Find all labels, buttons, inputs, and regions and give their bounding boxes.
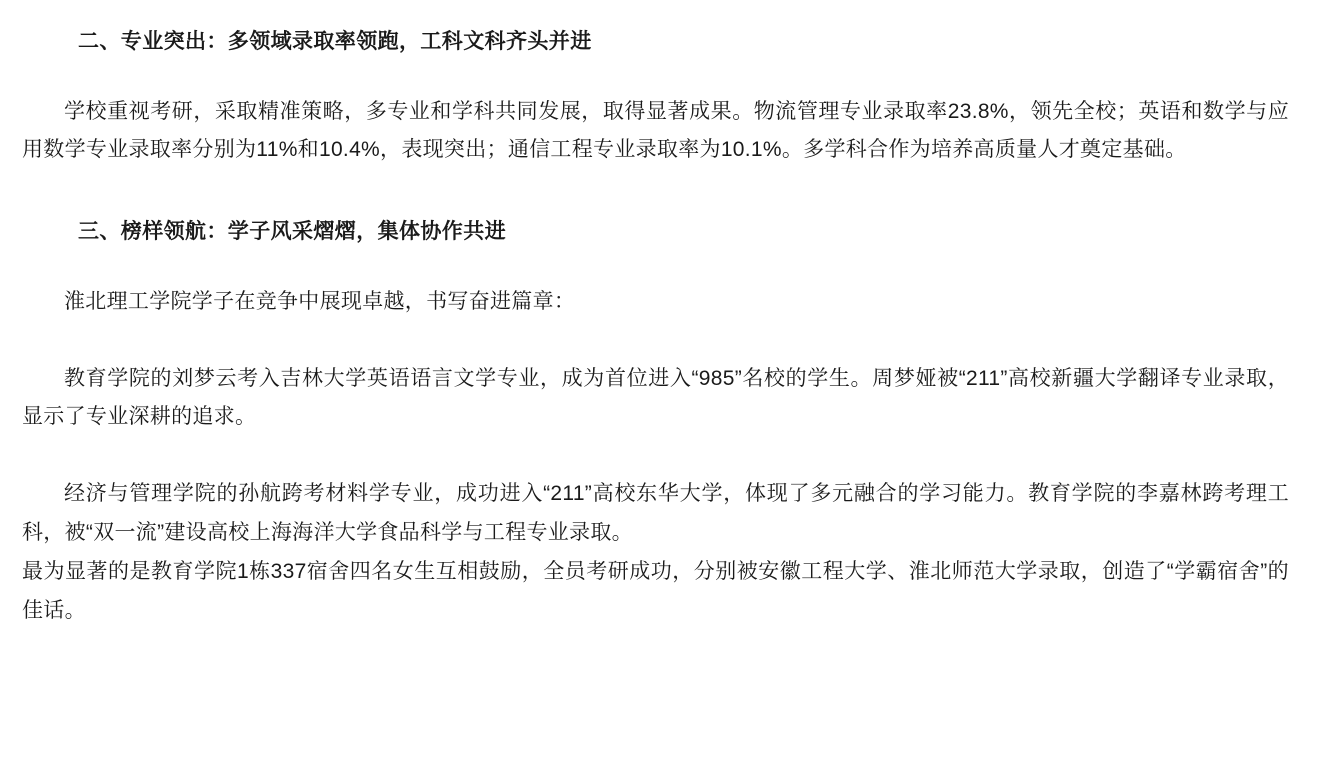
section-two-paragraph: 学校重视考研，采取精准策略，多专业和学科共同发展，取得显著成果。物流管理专业录取率23.8%，领先全校；英语和数学与应用数学专业录取率分别为11%和10.4%，表现突出；通信工程专业录取率为10.1%。多学科合作为培养高质量人才奠定基础。 [22, 99, 1289, 162]
block-spacer [22, 202, 1289, 216]
section-heading-three: 三、榜样领航：学子风采熠熠，集体协作共进 [78, 220, 506, 244]
section-three-intro-paragraph: 淮北理工学院学子在竞争中展现卓越，书写奋进篇章： [64, 289, 576, 313]
student-example-paragraph-one: 教育学院的刘梦云考入吉林大学英语语言文学专业，成为首位进入“985”名校的学生。周梦娅被“211”高校新疆大学翻译专业录取，显示了专业深耕的追求。 [22, 366, 1289, 429]
student-example-paragraph-two: 经济与管理学院的孙航跨考材料学专业，成功进入“211”高校东华大学，体现了多元融合的学习能力。教育学院的李嘉林跨考理工科，被“双一流”建设高校上海海洋大学食品科学与工程专业录取。 [22, 482, 1289, 545]
section-heading-two: 二、专业突出：多领域录取率领跑，工科文科齐头并进 [78, 30, 592, 53]
student-example-paragraph-three: 最为显著的是教育学院1栋337宿舍四名女生互相鼓励，全员考研成功，分别被安徽工程大学、淮北师范大学录取，创造了“学霸宿舍”的佳话。 [22, 560, 1289, 622]
